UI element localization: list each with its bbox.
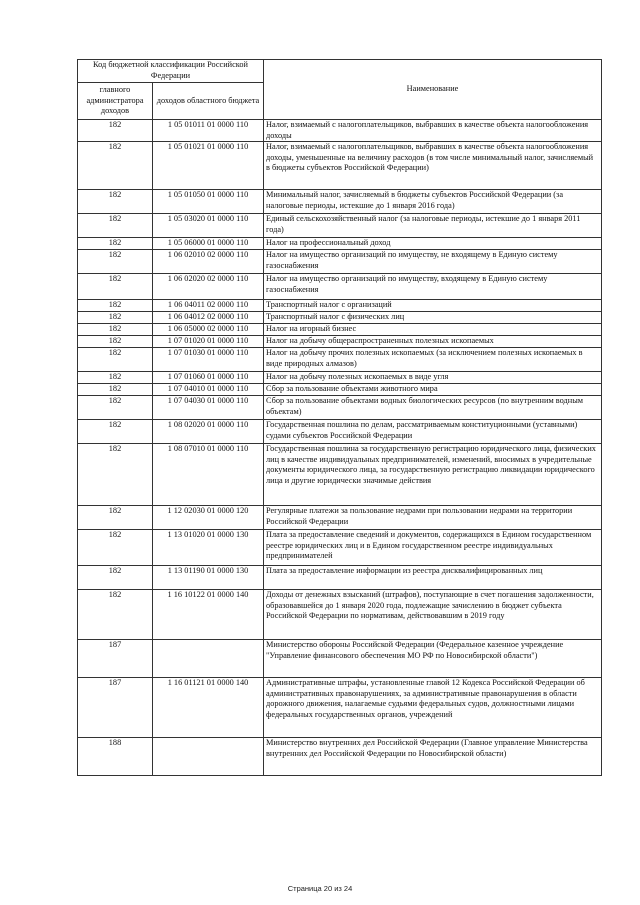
name-cell: Плата за предоставление информации из реестра дисквалифицированных лиц [264, 566, 602, 590]
table-row [78, 384, 602, 396]
income-code-cell: 1 13 01020 01 0000 130 [153, 530, 264, 566]
income-code-cell: 1 08 07010 01 0000 110 [153, 444, 264, 506]
admin-code-cell: 188 [78, 738, 153, 776]
admin-code-cell: 182 [78, 336, 153, 348]
income-code-cell: 1 16 10122 01 0000 140 [153, 590, 264, 640]
admin-code-cell: 182 [78, 530, 153, 566]
name-cell: Транспортный налог с физических лиц [264, 312, 602, 324]
admin-code-cell: 182 [78, 372, 153, 384]
income-code-cell: 1 16 01121 01 0000 140 [153, 678, 264, 738]
table-row [78, 738, 602, 776]
name-cell: Сбор за пользование объектами животного мира [264, 384, 602, 396]
income-code-cell: 1 05 03020 01 0000 110 [153, 214, 264, 238]
name-cell: Единый сельскохозяйственный налог (за налоговые периоды, истекшие до 1 января 2011 года) [264, 214, 602, 238]
table-row [78, 506, 602, 530]
name-cell: Минимальный налог, зачисляемый в бюджеты субъектов Российской Федерации (за налоговые периоды, истекшие до 1 января 2016 года) [264, 190, 602, 214]
income-code-cell: 1 07 01020 01 0000 110 [153, 336, 264, 348]
name-cell: Сбор за пользование объектами водных биологических ресурсов (по внутренним водным объектам) [264, 396, 602, 420]
budget-classification-table [77, 59, 602, 776]
income-code-cell [153, 738, 264, 776]
name-cell: Министерство внутренних дел Российской Федерации (Главное управление Министерства внутренних дел Российской Федерации по Новосибирской области) [264, 738, 602, 776]
name-cell: Транспортный налог с организаций [264, 300, 602, 312]
header-group-title: Код бюджетной классификации Российской Федерации [78, 60, 264, 83]
table-row [78, 300, 602, 312]
table-row [78, 214, 602, 238]
name-cell: Плата за предоставление сведений и документов, содержащихся в Едином государственном реестре юридических лиц и в Едином государственном реестре индивидуальных предпринимателей [264, 530, 602, 566]
admin-code-cell: 182 [78, 566, 153, 590]
admin-code-cell: 182 [78, 396, 153, 420]
name-cell: Государственная пошлина за государственную регистрацию юридического лица, физических лиц в качестве индивидуальных предпринимателей, изменений, вносимых в учредительные документы юридического лица, за государственную регистрацию ликвидации юридического лица и другие юридически значимые действия [264, 444, 602, 506]
name-cell: Налог на профессиональный доход [264, 238, 602, 250]
admin-code-cell: 182 [78, 250, 153, 274]
table-row [78, 348, 602, 372]
table-row [78, 190, 602, 214]
name-cell: Налог на добычу полезных ископаемых в виде угля [264, 372, 602, 384]
admin-code-cell: 182 [78, 142, 153, 190]
header-admin: главного администратора доходов [78, 83, 153, 120]
admin-code-cell: 182 [78, 312, 153, 324]
name-cell: Государственная пошлина по делам, рассматриваемым конституционными (уставными) судами субъектов Российской Федерации [264, 420, 602, 444]
income-code-cell: 1 07 04030 01 0000 110 [153, 396, 264, 420]
admin-code-cell: 182 [78, 274, 153, 300]
income-code-cell: 1 06 02020 02 0000 110 [153, 274, 264, 300]
name-cell: Доходы от денежных взысканий (штрафов), поступающие в счет погашения задолженности, образовавшейся до 1 января 2020 года, подлежащие зачислению в бюджет субъекта Российской Федерации по нормативам, действовавшим в 2019 году [264, 590, 602, 640]
admin-code-cell: 182 [78, 214, 153, 238]
income-code-cell: 1 05 01011 01 0000 110 [153, 120, 264, 142]
name-cell: Налог на добычу общераспространенных полезных ископаемых [264, 336, 602, 348]
admin-code-cell: 187 [78, 678, 153, 738]
name-cell: Налог на добычу прочих полезных ископаемых (за исключением полезных ископаемых в виде природных алмазов) [264, 348, 602, 372]
table-row [78, 336, 602, 348]
income-code-cell: 1 08 02020 01 0000 110 [153, 420, 264, 444]
table-row [78, 250, 602, 274]
table-row [78, 324, 602, 336]
table-row [78, 678, 602, 738]
income-code-cell: 1 06 02010 02 0000 110 [153, 250, 264, 274]
admin-code-cell: 182 [78, 444, 153, 506]
income-code-cell: 1 12 02030 01 0000 120 [153, 506, 264, 530]
name-cell: Налог на имущество организаций по имуществу, не входящему в Единую систему газоснабжения [264, 250, 602, 274]
table-row [78, 396, 602, 420]
income-code-cell: 1 05 01050 01 0000 110 [153, 190, 264, 214]
header-name: Наименование [264, 60, 602, 120]
income-code-cell: 1 06 04012 02 0000 110 [153, 312, 264, 324]
income-code-cell: 1 13 01190 01 0000 130 [153, 566, 264, 590]
table-row [78, 274, 602, 300]
admin-code-cell: 182 [78, 120, 153, 142]
admin-code-cell: 182 [78, 506, 153, 530]
name-cell: Налог на игорный бизнес [264, 324, 602, 336]
name-cell: Регулярные платежи за пользование недрами при пользовании недрами на территории Российской Федерации [264, 506, 602, 530]
income-code-cell: 1 05 06000 01 0000 110 [153, 238, 264, 250]
admin-code-cell: 182 [78, 348, 153, 372]
admin-code-cell: 182 [78, 384, 153, 396]
table-body [78, 120, 602, 776]
admin-code-cell: 182 [78, 300, 153, 312]
table-row [78, 640, 602, 678]
table-row [78, 530, 602, 566]
admin-code-cell: 182 [78, 420, 153, 444]
admin-code-cell: 182 [78, 190, 153, 214]
income-code-cell: 1 06 05000 02 0000 110 [153, 324, 264, 336]
table-row [78, 566, 602, 590]
name-cell: Налог, взимаемый с налогоплательщиков, выбравших в качестве объекта налогообложения доходы, уменьшенные на величину расходов (в том числе минимальный налог, зачисляемый в бюджеты субъектов Российской Федерации) [264, 142, 602, 190]
name-cell: Административные штрафы, установленные главой 12 Кодекса Российской Федерации об административных правонарушениях, за административные правонарушения в области дорожного движения, налагаемые судьями федеральных судов, должностными лицами федеральных государственных органов, учреждений [264, 678, 602, 738]
table-row [78, 420, 602, 444]
income-code-cell: 1 07 01060 01 0000 110 [153, 372, 264, 384]
name-cell: Министерство обороны Российской Федерации (Федеральное казенное учреждение "Управление финансового обеспечения МО РФ по Новосибирской области") [264, 640, 602, 678]
table-row [78, 444, 602, 506]
income-code-cell: 1 07 01030 01 0000 110 [153, 348, 264, 372]
admin-code-cell: 182 [78, 590, 153, 640]
header-income: доходов областного бюджета [153, 83, 264, 120]
income-code-cell [153, 640, 264, 678]
table-row [78, 238, 602, 250]
admin-code-cell: 182 [78, 324, 153, 336]
name-cell: Налог, взимаемый с налогоплательщиков, выбравших в качестве объекта налогообложения доходы [264, 120, 602, 142]
admin-code-cell: 187 [78, 640, 153, 678]
table-row [78, 372, 602, 384]
income-code-cell: 1 05 01021 01 0000 110 [153, 142, 264, 190]
income-code-cell: 1 07 04010 01 0000 110 [153, 384, 264, 396]
page-footer: Страница 20 из 24 [287, 884, 353, 893]
name-cell: Налог на имущество организаций по имуществу, входящему в Единую систему газоснабжения [264, 274, 602, 300]
admin-code-cell: 182 [78, 238, 153, 250]
table-row [78, 142, 602, 190]
income-code-cell: 1 06 04011 02 0000 110 [153, 300, 264, 312]
table-row [78, 120, 602, 142]
table-row [78, 312, 602, 324]
table-row [78, 590, 602, 640]
